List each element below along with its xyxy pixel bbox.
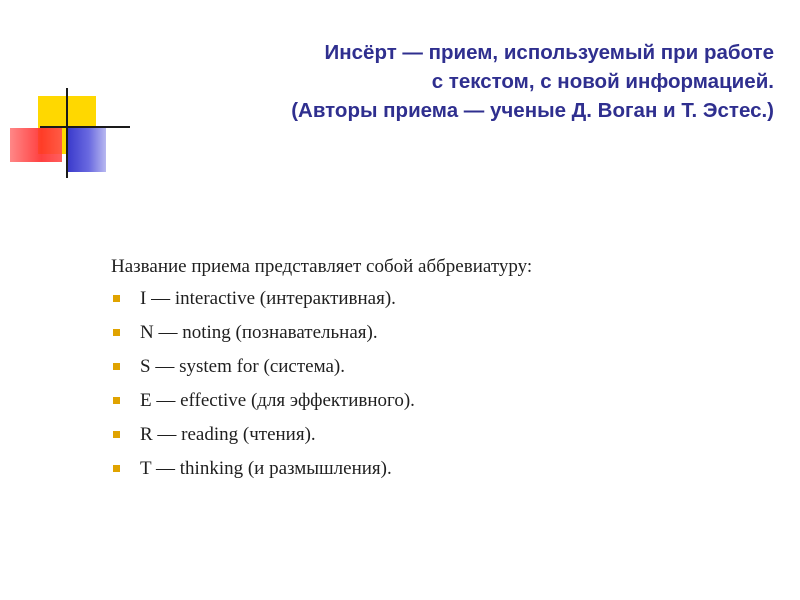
intro-text: Название приема представляет собой аббревиатуру: xyxy=(111,256,533,277)
blue-square xyxy=(68,128,106,172)
square-bullet-icon xyxy=(113,431,120,438)
square-bullet-icon xyxy=(113,329,120,336)
slide-title xyxy=(124,38,774,125)
slide-body xyxy=(111,252,751,481)
square-bullet-icon xyxy=(113,465,120,472)
title-line-1: Инсёрт — прием, используемый при работе xyxy=(324,41,774,64)
list-item-text: N — noting (познавательная). xyxy=(140,322,378,343)
title-line-2: с текстом, с новой информацией. xyxy=(431,70,774,93)
list-item-text: E — effective (для эффективного). xyxy=(140,390,415,411)
list-item xyxy=(111,388,751,413)
list-item-text: R — reading (чтения). xyxy=(140,424,316,445)
red-rectangle xyxy=(10,128,62,162)
list-item xyxy=(111,422,751,447)
list-item-text: I — interactive (интерактивная). xyxy=(140,288,396,309)
acronym-list xyxy=(111,286,751,481)
list-item-text: T — thinking (и размышления). xyxy=(140,458,392,479)
horizontal-line xyxy=(40,126,130,128)
vertical-line xyxy=(66,88,68,178)
list-item xyxy=(111,286,751,311)
title-line-3: (Авторы приема — ученые Д. Воган и Т. Эстес.) xyxy=(291,99,774,122)
slide-decoration xyxy=(0,0,130,190)
square-bullet-icon xyxy=(113,295,120,302)
square-bullet-icon xyxy=(113,363,120,370)
list-item xyxy=(111,354,751,379)
list-item-text: S — system for (система). xyxy=(140,356,346,377)
list-item xyxy=(111,456,751,481)
list-item xyxy=(111,320,751,345)
square-bullet-icon xyxy=(113,397,120,404)
